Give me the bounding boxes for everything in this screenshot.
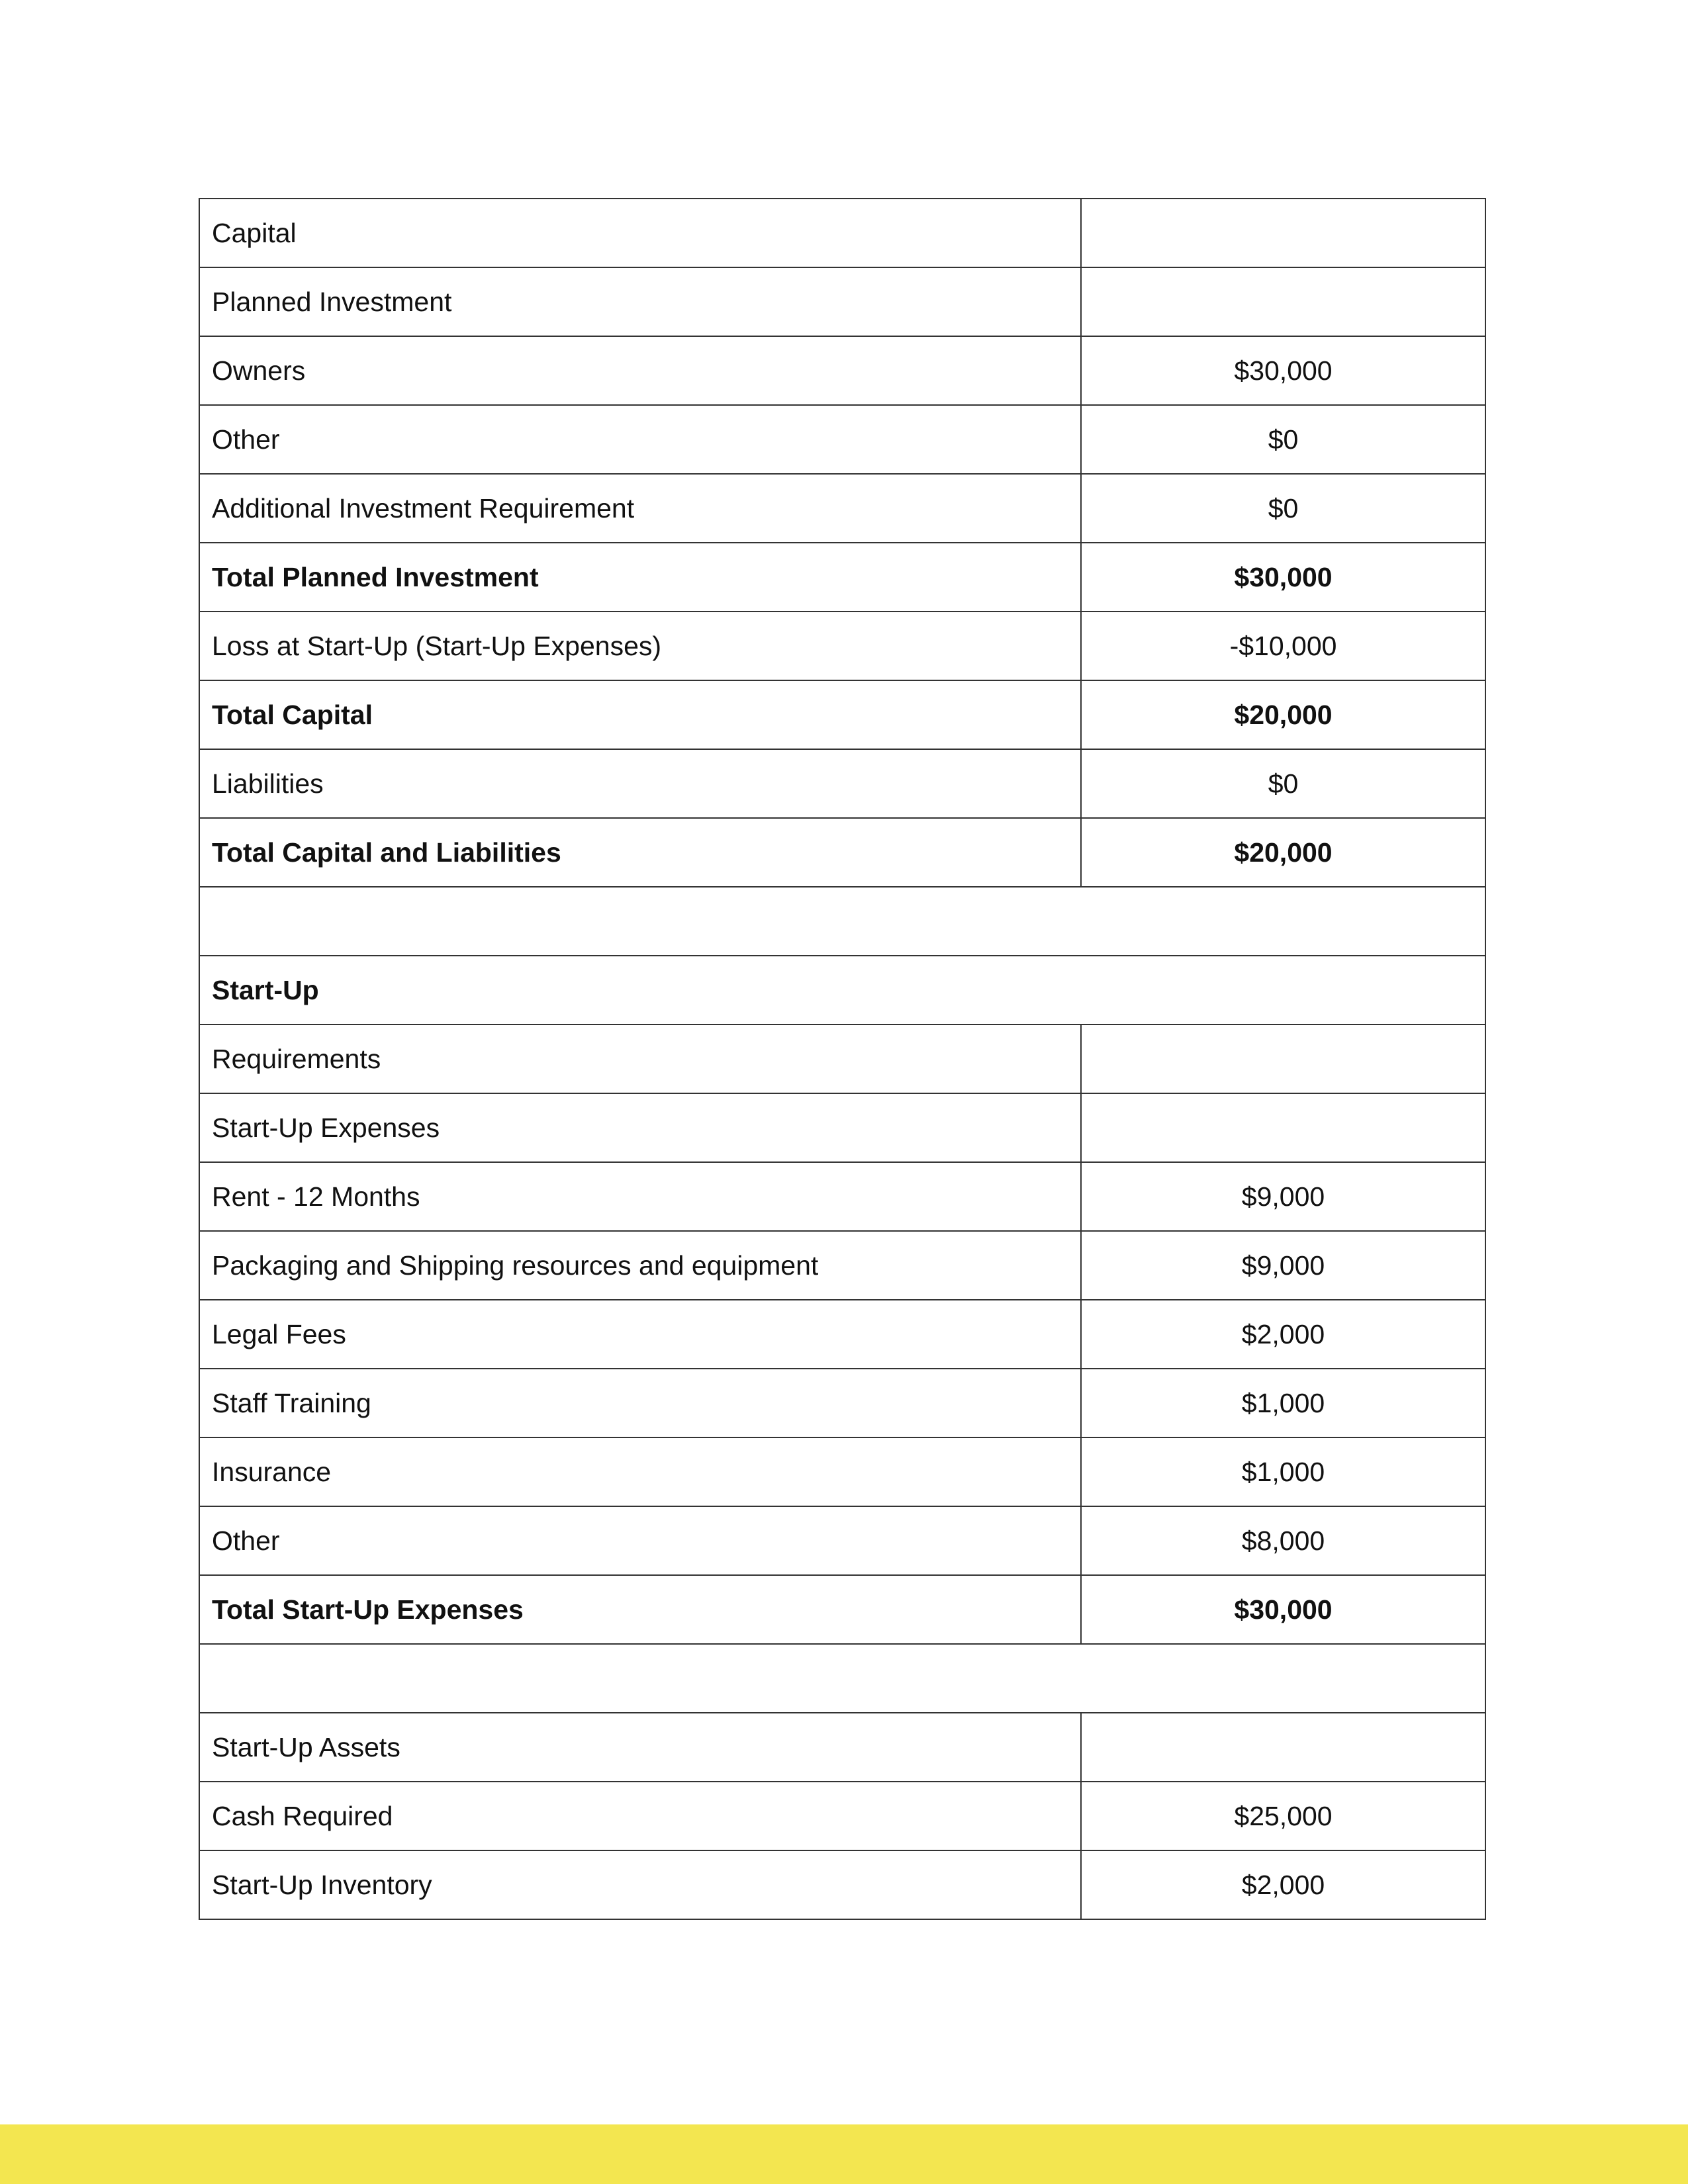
startup-financial-table [199, 198, 1486, 1920]
row-value-cell: $2,000 [1081, 1850, 1485, 1919]
row-label-cell: Cash Required [199, 1782, 1081, 1850]
row-value-cell: $9,000 [1081, 1231, 1485, 1300]
row-label-cell: Loss at Start-Up (Start-Up Expenses) [199, 612, 1081, 680]
table-section-row [199, 1644, 1485, 1713]
table-row [199, 1093, 1485, 1162]
row-value-cell: $9,000 [1081, 1162, 1485, 1231]
table-row [199, 1782, 1485, 1850]
row-value-cell [1081, 267, 1485, 336]
row-label-cell: Requirements [199, 1024, 1081, 1093]
row-value-cell: $8,000 [1081, 1506, 1485, 1575]
row-label-cell: Capital [199, 199, 1081, 267]
row-label-cell: Other [199, 1506, 1081, 1575]
row-label-cell: Start-Up Assets [199, 1713, 1081, 1782]
row-label-cell: Insurance [199, 1437, 1081, 1506]
row-value-cell [1081, 1093, 1485, 1162]
row-value-cell [1081, 1024, 1485, 1093]
row-label-cell: Planned Investment [199, 267, 1081, 336]
table-row [199, 405, 1485, 474]
table-row [199, 818, 1485, 887]
table-row [199, 1713, 1485, 1782]
table-row [199, 1369, 1485, 1437]
row-label-cell: Rent - 12 Months [199, 1162, 1081, 1231]
table-row [199, 1162, 1485, 1231]
section-label-cell: Start-Up [199, 956, 1485, 1024]
table-row [199, 1024, 1485, 1093]
table-row [199, 474, 1485, 543]
row-label-cell: Liabilities [199, 749, 1081, 818]
section-label-cell [199, 1644, 1485, 1713]
row-label-cell: Total Planned Investment [199, 543, 1081, 612]
table-row [199, 749, 1485, 818]
table-row [199, 1575, 1485, 1644]
table-section-row [199, 887, 1485, 956]
table-row [199, 1437, 1485, 1506]
footer-accent-bar [0, 2124, 1688, 2184]
table-row [199, 1850, 1485, 1919]
row-value-cell: $25,000 [1081, 1782, 1485, 1850]
row-label-cell: Legal Fees [199, 1300, 1081, 1369]
row-value-cell: $1,000 [1081, 1437, 1485, 1506]
row-label-cell: Total Start-Up Expenses [199, 1575, 1081, 1644]
row-value-cell: $20,000 [1081, 818, 1485, 887]
table-row [199, 336, 1485, 405]
table-row [199, 1506, 1485, 1575]
row-value-cell: $0 [1081, 749, 1485, 818]
row-value-cell: $1,000 [1081, 1369, 1485, 1437]
table-body [199, 199, 1485, 1919]
table-row [199, 680, 1485, 749]
row-value-cell: $30,000 [1081, 1575, 1485, 1644]
row-label-cell: Staff Training [199, 1369, 1081, 1437]
row-label-cell: Additional Investment Requirement [199, 474, 1081, 543]
table-row [199, 612, 1485, 680]
table-row [199, 199, 1485, 267]
row-value-cell: $30,000 [1081, 543, 1485, 612]
row-value-cell: $30,000 [1081, 336, 1485, 405]
table-section-row [199, 956, 1485, 1024]
table-row [199, 543, 1485, 612]
section-label-cell [199, 887, 1485, 956]
row-label-cell: Total Capital [199, 680, 1081, 749]
row-label-cell: Owners [199, 336, 1081, 405]
row-value-cell [1081, 199, 1485, 267]
row-value-cell: $0 [1081, 474, 1485, 543]
row-value-cell: -$10,000 [1081, 612, 1485, 680]
row-label-cell: Other [199, 405, 1081, 474]
row-value-cell: $0 [1081, 405, 1485, 474]
row-label-cell: Start-Up Inventory [199, 1850, 1081, 1919]
row-value-cell: $2,000 [1081, 1300, 1485, 1369]
table-row [199, 1231, 1485, 1300]
row-value-cell [1081, 1713, 1485, 1782]
row-label-cell: Packaging and Shipping resources and equipment [199, 1231, 1081, 1300]
table-row [199, 1300, 1485, 1369]
row-label-cell: Total Capital and Liabilities [199, 818, 1081, 887]
row-label-cell: Start-Up Expenses [199, 1093, 1081, 1162]
row-value-cell: $20,000 [1081, 680, 1485, 749]
table-row [199, 267, 1485, 336]
